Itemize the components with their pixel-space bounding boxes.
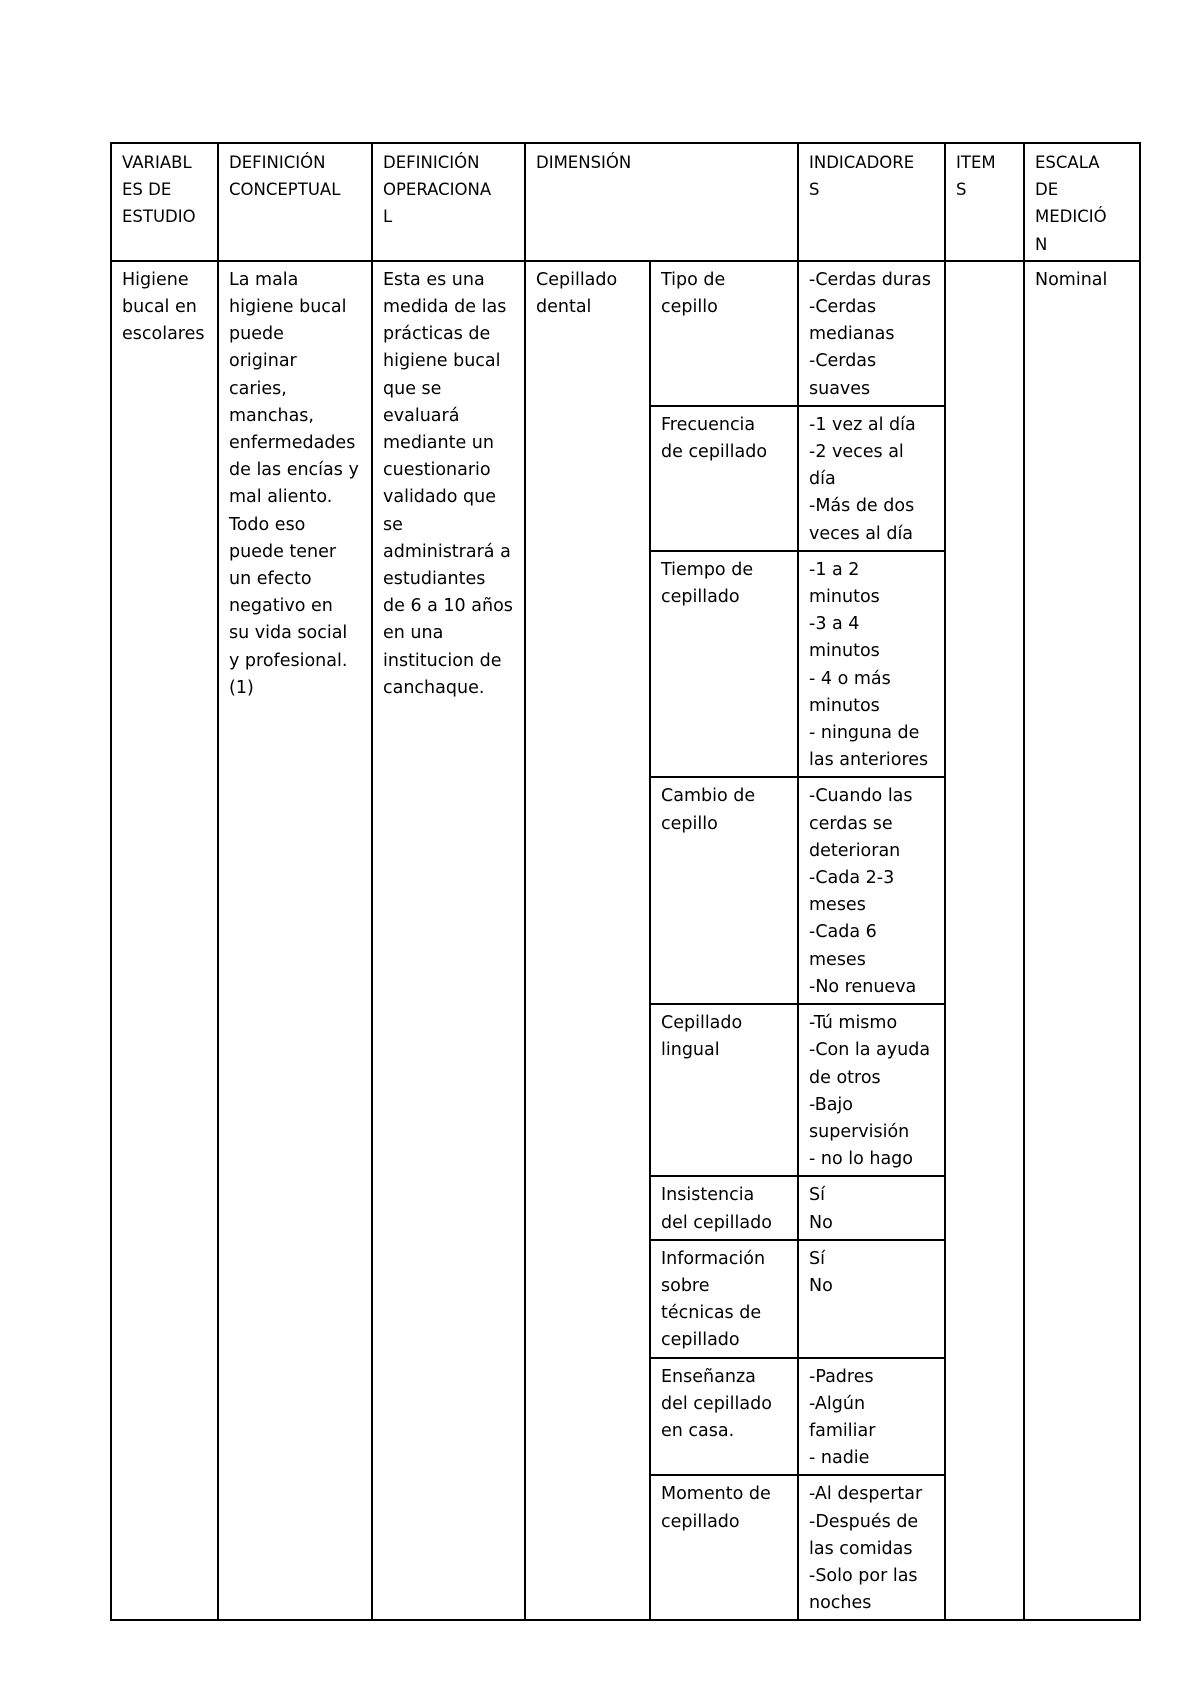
cell-line: prácticas de (383, 324, 491, 345)
subdimension-cell (650, 1240, 798, 1358)
cell-line: OPERACIONA (383, 180, 492, 200)
cell-line: cepillado (661, 587, 740, 608)
cell-line: validado que (383, 487, 496, 508)
cell-line: Momento de (661, 1484, 771, 1505)
definicion-operacional-cell (372, 261, 525, 1621)
cell-line: -Bajo (809, 1094, 853, 1115)
cell-line: Enseñanza (661, 1366, 756, 1387)
cell-line: -Algún (809, 1393, 866, 1414)
cell-line: originar (229, 351, 297, 372)
escala-cell (1024, 261, 1140, 1621)
header-indicadores (798, 143, 945, 261)
indicadores-cell (798, 1176, 945, 1239)
variable-cell (111, 261, 218, 1621)
cell-line: No (809, 1275, 833, 1296)
cell-line: -Cerdas (809, 297, 877, 318)
cell-line: las comidas (809, 1538, 913, 1559)
subdimension-cell (650, 406, 798, 551)
cell-line: -2 veces al (809, 442, 904, 463)
cell-line: - 4 o más (809, 668, 891, 689)
cell-line: escolares (122, 324, 205, 345)
cell-line: DEFINICIÓN (383, 153, 480, 172)
cell-line: cepillo (661, 813, 718, 834)
cell-line: supervisión (809, 1121, 910, 1142)
cell-line: -Padres (809, 1366, 874, 1387)
cell-line: -Después de (809, 1511, 919, 1532)
header-definicion-conceptual (218, 143, 372, 261)
cell-line: las anteriores (809, 750, 929, 771)
cell-line: enfermedades (229, 433, 356, 454)
cell-line: sobre (661, 1275, 710, 1296)
indicadores-cell (798, 261, 945, 406)
header-definicion-operacional (372, 143, 525, 261)
cell-line: Tipo de (661, 269, 726, 290)
subdimension-cell (650, 1475, 798, 1620)
cell-line: Sí (809, 1248, 825, 1269)
cell-line: cuestionario (383, 460, 491, 481)
cell-line: cepillado (661, 1330, 740, 1351)
cell-line: -Con la ayuda (809, 1040, 931, 1061)
cell-line: DEFINICIÓN (229, 153, 326, 172)
header-variables (111, 143, 218, 261)
cell-line: -Al despertar (809, 1484, 923, 1505)
cell-line: S (809, 180, 820, 200)
cell-line: su vida social (229, 623, 348, 644)
cell-line: - nadie (809, 1448, 870, 1469)
cell-line: Higiene (122, 269, 189, 290)
header-row (111, 143, 1140, 261)
cell-line: canchaque. (383, 677, 485, 698)
cell-line: -Cerdas (809, 351, 877, 372)
cell-line: se (383, 514, 403, 535)
cell-line: puede (229, 324, 284, 345)
cell-line: -1 vez al día (809, 414, 916, 435)
indicadores-cell (798, 1240, 945, 1358)
cell-line: N (1035, 234, 1048, 254)
header-dimension (525, 143, 798, 261)
cell-line: minutos (809, 695, 880, 716)
cell-line: dental (536, 297, 592, 318)
cell-line: de otros (809, 1067, 881, 1088)
header-escala (1024, 143, 1140, 261)
indicadores-cell (798, 777, 945, 1004)
cell-line: Sí (809, 1185, 825, 1206)
cell-line: La mala (229, 269, 299, 290)
cell-line: Nominal (1035, 269, 1108, 290)
cell-line: cepillado (661, 1511, 740, 1532)
cell-line: evaluará (383, 405, 460, 426)
table-row (111, 261, 1140, 406)
cell-line: del cepillado (661, 1393, 772, 1414)
cell-line: de cepillado (661, 442, 768, 463)
indicadores-cell (798, 1358, 945, 1476)
cell-line: L (383, 207, 393, 227)
cell-line: familiar (809, 1420, 876, 1441)
cell-line: suaves (809, 378, 871, 399)
cell-line: -No renueva (809, 976, 917, 997)
subdimension-cell (650, 261, 798, 406)
cell-line: -Cuando las (809, 786, 913, 807)
cell-line: MEDICIÓ (1035, 207, 1107, 227)
items-cell (945, 261, 1024, 1621)
cell-line: higiene bucal (383, 351, 501, 372)
cell-line: S (956, 180, 967, 200)
cell-line: higiene bucal (229, 297, 347, 318)
cell-line: noches (809, 1593, 872, 1614)
cell-line: que se (383, 378, 442, 399)
cell-line: cerdas se (809, 813, 893, 834)
cell-line: ESCALA (1035, 153, 1100, 172)
cell-line: del cepillado (661, 1212, 772, 1233)
cell-line: un efecto (229, 569, 312, 590)
cell-line: negativo en (229, 596, 333, 617)
cell-line: mediante un (383, 433, 494, 454)
cell-line: caries, (229, 378, 287, 399)
cell-line: Insistencia (661, 1185, 755, 1206)
cell-line: lingual (661, 1040, 720, 1061)
cell-line: - ninguna de (809, 723, 920, 744)
cell-line: medida de las (383, 297, 507, 318)
subdimension-cell (650, 777, 798, 1004)
cell-line: y profesional. (229, 650, 348, 671)
cell-line: minutos (809, 641, 880, 662)
cell-line: ESTUDIO (122, 207, 196, 227)
cell-line: DIMENSIÓN (536, 153, 632, 172)
cell-line: (1) (229, 677, 254, 698)
table-body (111, 143, 1140, 1620)
cell-line: Cambio de (661, 786, 756, 807)
dimension-cell (525, 261, 650, 1621)
cell-line: Todo eso (229, 514, 306, 535)
cell-line: cepillo (661, 297, 718, 318)
cell-line: mal aliento. (229, 487, 333, 508)
cell-line: DE (1035, 180, 1059, 200)
cell-line: técnicas de (661, 1303, 762, 1324)
cell-line: -Cada 6 (809, 922, 877, 943)
cell-line: -1 a 2 (809, 559, 860, 580)
cell-line: -Solo por las (809, 1565, 918, 1586)
header-items (945, 143, 1024, 261)
cell-line: veces al día (809, 523, 914, 544)
operationalization-table (110, 142, 1141, 1621)
cell-line: de las encías y (229, 460, 359, 481)
cell-line: puede tener (229, 541, 337, 562)
cell-line: ES DE (122, 180, 172, 200)
definicion-conceptual-cell (218, 261, 372, 1621)
cell-line: -3 a 4 (809, 614, 860, 635)
cell-line: - no lo hago (809, 1149, 914, 1170)
cell-line: CONCEPTUAL (229, 180, 341, 200)
cell-line: Información (661, 1248, 766, 1269)
cell-line: en una (383, 623, 444, 644)
cell-line: Frecuencia (661, 414, 756, 435)
cell-line: ITEM (956, 153, 996, 172)
cell-line: No (809, 1212, 833, 1233)
cell-line: de 6 a 10 años (383, 596, 513, 617)
indicadores-cell (798, 1475, 945, 1620)
cell-line: meses (809, 895, 866, 916)
cell-line: estudiantes (383, 569, 486, 590)
subdimension-cell (650, 1358, 798, 1476)
cell-line: medianas (809, 324, 895, 345)
subdimension-cell (650, 1176, 798, 1239)
cell-line: -Cerdas duras (809, 269, 931, 290)
subdimension-cell (650, 551, 798, 778)
cell-line: deterioran (809, 840, 901, 861)
cell-line: -Tú mismo (809, 1013, 898, 1034)
cell-line: administrará a (383, 541, 511, 562)
cell-line: bucal en (122, 297, 197, 318)
cell-line: en casa. (661, 1420, 735, 1441)
cell-line: INDICADORE (809, 153, 915, 172)
cell-line: día (809, 469, 836, 490)
cell-line: minutos (809, 587, 880, 608)
cell-line: Cepillado (661, 1013, 743, 1034)
cell-line: Tiempo de (661, 559, 754, 580)
indicadores-cell (798, 406, 945, 551)
indicadores-cell (798, 1004, 945, 1176)
cell-line: meses (809, 949, 866, 970)
cell-line: Cepillado (536, 269, 618, 290)
cell-line: manchas, (229, 405, 314, 426)
cell-line: Esta es una (383, 269, 485, 290)
subdimension-cell (650, 1004, 798, 1176)
cell-line: -Cada 2-3 (809, 868, 895, 889)
cell-line: institucion de (383, 650, 502, 671)
indicadores-cell (798, 551, 945, 778)
cell-line: VARIABL (122, 153, 192, 172)
cell-line: -Más de dos (809, 496, 915, 517)
